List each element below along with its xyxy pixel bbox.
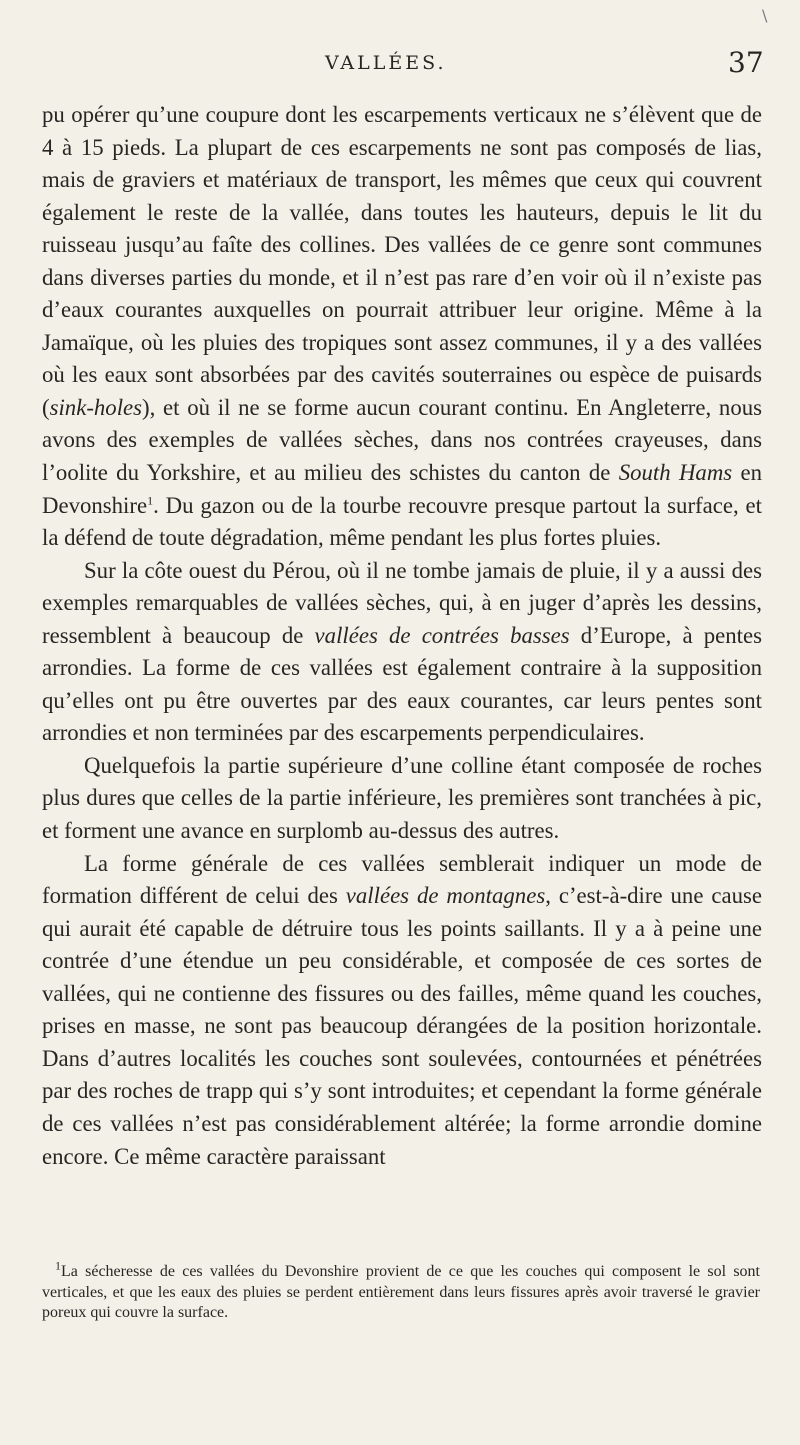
corner-mark: \ <box>762 6 768 25</box>
text-run: . Du gazon ou de la tourbe recouvre presque partout la surface, et la défend de toute dégradation, même pendant les plus fortes pluies. <box>42 492 762 551</box>
text-run: pu opérer qu’une coupure dont les escarpements verticaux ne s’élèvent que de 4 à 15 pieds. La plupart de ces escarpements ne sont pas composés de lias, mais de graviers et matériaux de transport, les mêmes que ceux qui couvrent également le reste de la vallée, dans toutes les hauteurs, depuis le lit du ruisseau jusqu’au faîte des collines. Des vallées de ce genre sont communes dans diverses parties du monde, et il n’est pas rare d’en voir où il n’existe pas d’eaux courantes auxquelles on pourrait attribuer leur origine. Même à la Jamaïque, où les pluies des tropiques sont assez communes, il y a des vallées où les eaux sont absorbées par des cavités souterraines ou espèce de puisards ( <box>42 102 762 420</box>
italic-term: vallées de contrées basses <box>314 622 570 648</box>
paragraph-4 <box>42 848 762 1173</box>
paragraph-1 <box>42 99 762 555</box>
text-run: en Devonshire <box>42 460 763 518</box>
paragraph-3: Quelquefois la partie supérieure d’une colline étant composée de roches plus dures que celles de la partie inférieure, les premières sont tranchées à pic, et forment une avance en surplomb au-dessus des autres. <box>42 752 762 844</box>
page-header <box>0 46 800 90</box>
italic-place-name: South Hams <box>618 460 733 486</box>
footnote-marker: 1 <box>55 1258 61 1273</box>
text-run: La forme générale de ces vallées semblerait indiquer un mode de formation différent de celui des <box>42 850 762 909</box>
body-text <box>42 99 762 1173</box>
footnote-reference[interactable]: 1 <box>147 492 154 507</box>
paragraph-2 <box>42 555 762 750</box>
text-run: Sur la côte ouest du Pérou, où il ne tombe jamais de pluie, il y a aussi des exemples remarquables de vallées sèches, qui, à en juger d’après les dessins, ressemblent à beaucoup de <box>42 557 762 648</box>
italic-term: vallées de montagnes <box>345 883 546 909</box>
text-run: d’Europe, à pentes arrondies. La forme de ces vallées est également contraire à la supposition qu’elles ont pu être ouvertes par des eaux courantes, car leurs pentes sont arrondies et non terminées par des escarpements perpendiculaires. <box>42 622 763 746</box>
footnote-1 <box>42 1258 760 1324</box>
running-title: VALLÉES. <box>325 52 447 74</box>
text-run: ), et où il ne se forme aucun courant continu. En Angleterre, nous avons des exemples de vallées sèches, dans nos contrées crayeuses, dans l’oolite du Yorkshire, et au milieu des schistes du canton de <box>42 394 762 486</box>
text-run: , c’est-à-dire une cause qui aurait été capable de détruire tous les points saillants. Il y a à peine une contrée d’une étendue un peu considérable, et composée de ces sortes de vallées, qui ne contienne des fissures ou des failles, même quand les couches, prises en masse, ne sont pas beaucoup dérangées de la position horizontale. Dans d’autres localités les couches sont soulevées, contournées et pénétrées par des roches de trapp qui s’y sont introduites; et cependant la forme générale de ces vallées n’est pas considérablement altérée; la forme arrondie domine encore. Ce même caractère paraissant <box>42 883 762 1169</box>
footnote-text: La sécheresse de ces vallées du Devonshire provient de ce que les couches qui composent le sol sont verticales, et que les eaux des pluies se perdent entièrement dans leurs fissures après avoir traversé le gravier poreux qui couvre la surface. <box>42 1263 760 1321</box>
italic-term: sink-holes <box>49 394 143 420</box>
footnotes <box>42 1258 760 1324</box>
page-number: 37 <box>728 46 764 79</box>
